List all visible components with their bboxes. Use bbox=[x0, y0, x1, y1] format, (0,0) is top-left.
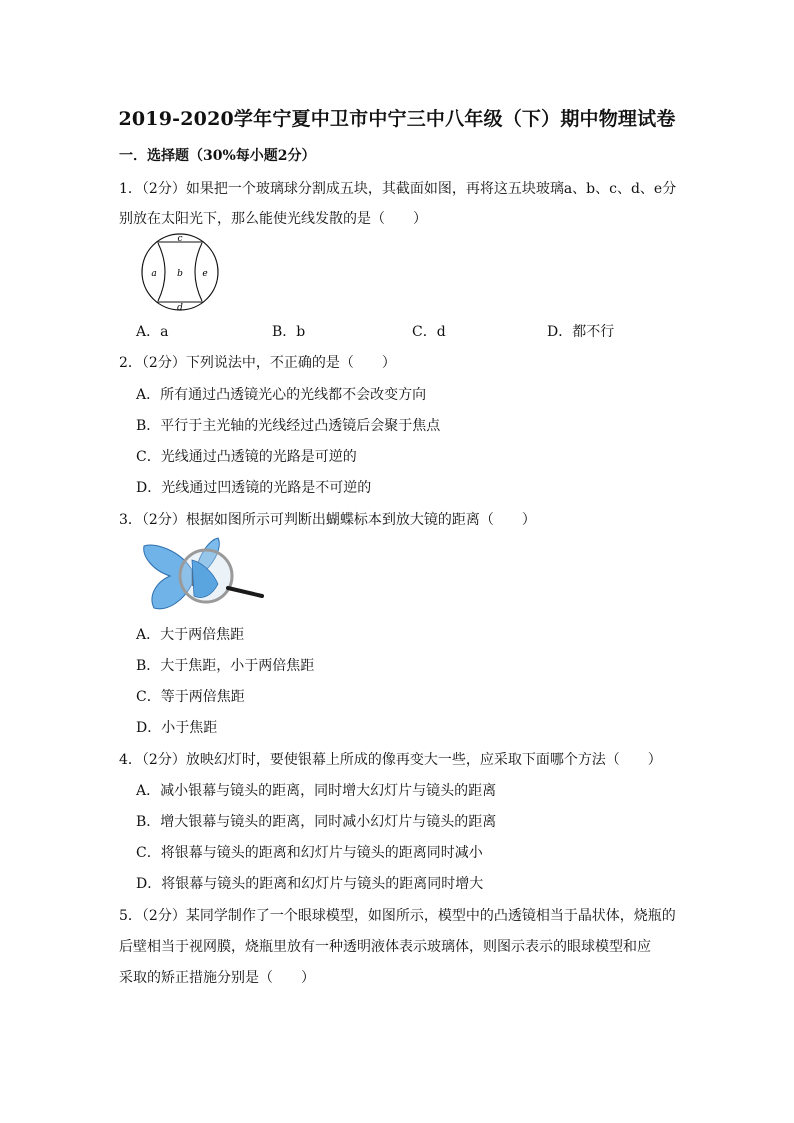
q4-option-b: B．增大银幕与镜头的距离，同时减小幻灯片与镜头的距离 bbox=[136, 814, 497, 830]
q1-option-d: D．都不行 bbox=[547, 324, 615, 340]
q1-option-b: B．b bbox=[272, 324, 306, 340]
label-e: e bbox=[202, 269, 208, 279]
section-heading: 一．选择题（30%每小题2分） bbox=[119, 148, 316, 164]
q1-stem-line2: 别放在太阳光下，那么能使光线发散的是（ ） bbox=[119, 211, 427, 227]
q1-option-c: C．d bbox=[412, 324, 446, 340]
page-title: 2019-2020学年宁夏中卫市中宁三中八年级（下）期中物理试卷 bbox=[118, 108, 676, 130]
q5-stem-line2: 后壁相当于视网膜，烧瓶里放有一种透明液体表示玻璃体，则图示表示的眼球模型和应 bbox=[119, 939, 651, 955]
q3-option-b: B．大于焦距，小于两倍焦距 bbox=[136, 658, 315, 674]
q4-stem: 4．（2分）放映幻灯时，要使银幕上所成的像再变大一些，应采取下面哪个方法（ ） bbox=[119, 752, 662, 768]
q5-stem-line1: 5．（2分）某同学制作了一个眼球模型，如图所示，模型中的凸透镜相当于晶状体，烧瓶的 bbox=[119, 908, 676, 924]
q5-stem-line3: 采取的矫正措施分别是（ ） bbox=[119, 970, 315, 986]
q4-option-a: A．减小银幕与镜头的距离，同时增大幻灯片与镜头的距离 bbox=[136, 783, 497, 799]
q3-option-d: D．小于焦距 bbox=[136, 720, 218, 736]
q3-option-c: C．等于两倍焦距 bbox=[136, 689, 245, 705]
q2-option-a: A．所有通过凸透镜光心的光线都不会改变方向 bbox=[136, 387, 427, 403]
q2-option-d: D．光线通过凹透镜的光路是不可逆的 bbox=[136, 480, 372, 496]
label-a: a bbox=[151, 269, 157, 279]
q3-stem: 3．（2分）根据如图所示可判断出蝴蝶标本到放大镜的距离（ ） bbox=[119, 512, 536, 528]
q1-stem-line1: 1．（2分）如果把一个玻璃球分割成五块，其截面如图，再将这五块玻璃a、b、c、d、e分 bbox=[119, 181, 677, 197]
q4-option-d: D．将银幕与镜头的距离和幻灯片与镜头的距离同时增大 bbox=[136, 876, 484, 892]
label-b: b bbox=[177, 269, 183, 279]
q1-option-a: A．a bbox=[136, 324, 169, 340]
glass-sphere-diagram bbox=[138, 232, 222, 312]
q2-stem: 2．（2分）下列说法中，不正确的是（ ） bbox=[119, 355, 396, 371]
label-d: d bbox=[177, 303, 183, 312]
label-c: c bbox=[177, 234, 183, 244]
q2-option-b: B．平行于主光轴的光线经过凸透镜后会聚于焦点 bbox=[136, 418, 441, 434]
q4-option-c: C．将银幕与镜头的距离和幻灯片与镜头的距离同时减小 bbox=[136, 845, 483, 861]
q2-option-c: C．光线通过凸透镜的光路是可逆的 bbox=[136, 449, 357, 465]
q3-option-a: A．大于两倍焦距 bbox=[136, 627, 245, 643]
butterfly-magnifier-image bbox=[140, 536, 266, 614]
